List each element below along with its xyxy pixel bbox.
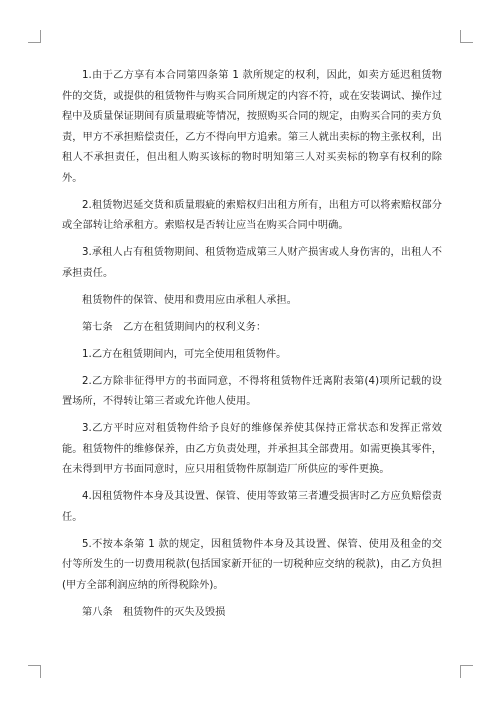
paragraph-7-item-5: 5.不按本条第 1 款的规定，因租赁物件本身及其设置、保管、使用及租金的交付等所发生的一切费用税款(包括国家新开征的一切税种应交纳的税款)，由乙方负担(甲方全部利润应纳的所得税除外)。 <box>62 538 442 591</box>
article-7-heading: 第七条 乙方在租赁期间内的权利义务： <box>82 321 267 333</box>
crop-mark-bottom-left <box>28 665 41 678</box>
paragraph-custody-costs: 租赁物件的保管、使用和费用应由承租人承担。 <box>82 294 297 306</box>
paragraph-7-item-2: 2.乙方除非征得甲方的书面同意，不得将租赁物件迁离附表第(4)项所记载的设置场所，不得转让第三者或允许他人使用。 <box>62 375 442 407</box>
paragraph-7-item-1: 1.乙方在租赁期间内，可完全使用租赁物件。 <box>82 348 287 360</box>
paragraph-7-item-4: 4.因租赁物件本身及其设置、保管、使用等致第三者遭受损害时乙方应负赔偿责任。 <box>62 491 442 523</box>
paragraph-7-3-third-party-damage: 3.承租人占有租赁物期间、租赁物造成第三人财产损害或人身伤害的，出租人不承担责任。 <box>62 247 442 279</box>
crop-mark-bottom-right <box>460 665 473 678</box>
paragraph-7-item-3: 3.乙方平时应对租赁物件给予良好的维修保养使其保持正常状态和发挥正常效能。租赁物件的维修保养，由乙方负责处理，并承担其全部费用。如需更换其零件，在未得到甲方书面同意时，应只用租赁物件原制造厂所供应的零件更换。 <box>62 423 442 475</box>
crop-mark-top-left <box>28 30 41 43</box>
document-body <box>62 66 442 630</box>
crop-mark-top-right <box>460 30 473 43</box>
paragraph-7-2-claim-rights: 2.租赁物迟延交货和质量瑕疵的索赔权归出租方所有，出租方可以将索赔权部分或全部转让给承租方。索赔权是否转让应当在购买合同中明确。 <box>62 199 442 231</box>
paragraph-7-1-supplier-liability: 1.由于乙方享有本合同第四条第 1 款所规定的权利，因此，如卖方延迟租赁物件的交货，或提供的租赁物件与购买合同所规定的内容不符，或在安装调试、操作过程中及质量保证期间有质量瑕疵等情况，按照购买合同的规定，由购买合同的卖方负责，甲方不承担赔偿责任，乙方不得向甲方追索。第三人就出卖标的物主张权利，出租人不承担责任，但出租人购买该标的物时明知第三人对买卖标的物享有权利的除外。 <box>62 70 442 184</box>
article-8-heading: 第八条 租赁物件的灭失及毁损 <box>82 606 226 618</box>
